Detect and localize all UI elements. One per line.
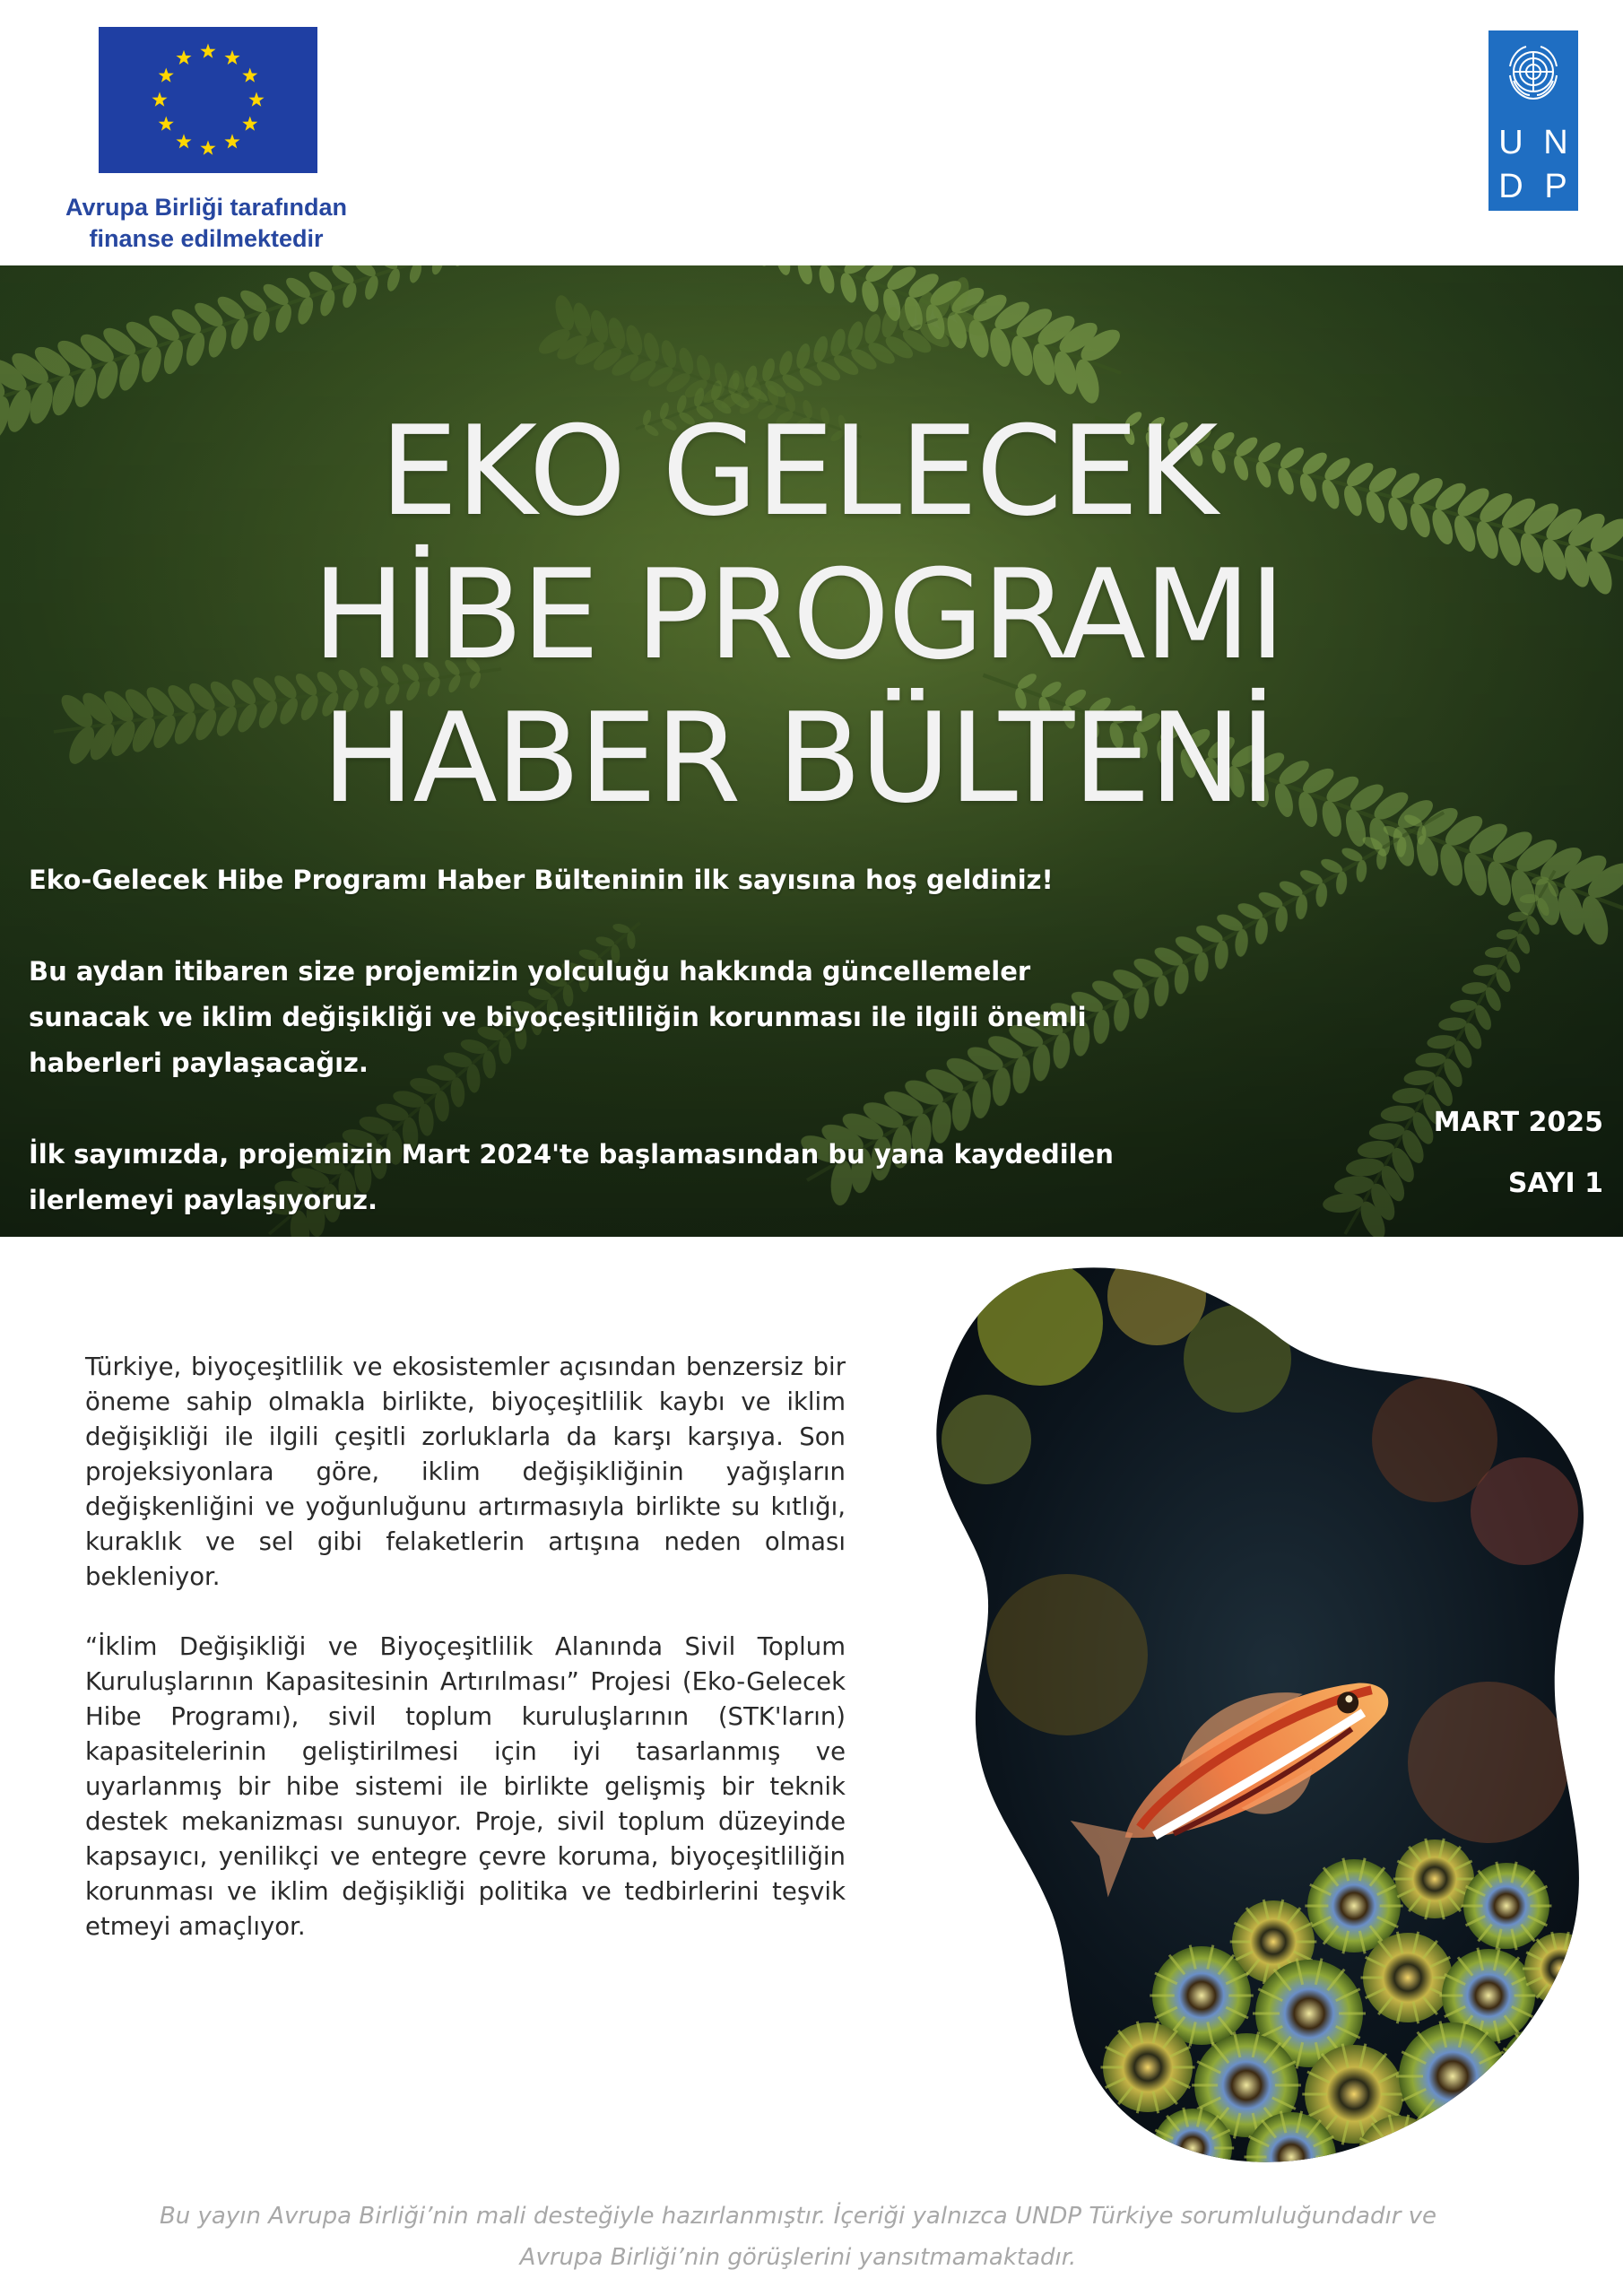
undp-letter-n: N [1543, 123, 1568, 161]
eu-disclaimer [108, 2196, 1488, 2278]
disclaimer-line-1: Bu yayın Avrupa Birliği’nin mali desteğiyle hazırlanmıştır. İçeriği yalnızca UNDP Türkiye sorumluluğundadır ve [159, 2203, 1437, 2230]
intro-text [29, 857, 1132, 1237]
body-paragraph-2: “İklim Değişikliği ve Biyoçeşitlilik Alanında Sivil Toplum Kuruluşlarının Kapasitesinin Artırılması” Projesi (Eko-Gelecek Hibe Programı), sivil toplum kuruluşlarının (STK'ların) kapasitelerinin geliştirilmesi için iyi tasarlanmış ve uyarlanmış bir hibe sistemi ile birlikte gelişmiş bir teknik destek mekanizması sunuyor. Proje, sivil toplum düzeyinde kapsayıcı, yenilikçi ve entegre çevre koruma, biyoçeşitliliğin korunması ve iklim değişikliği politika ve tedbirlerini teşvik etmeyi amaçlıyor. [85, 1632, 846, 1941]
eu-caption-line1: Avrupa Birliği tarafından [65, 194, 348, 221]
hero-banner [0, 265, 1623, 1237]
coral-reef-fish-photo [933, 1260, 1614, 2170]
title-line-2: HİBE PROGRAMI [312, 543, 1284, 687]
eu-flag-icon [99, 27, 317, 173]
un-emblem-icon [1501, 39, 1566, 104]
undp-letters [1488, 120, 1578, 208]
intro-welcome: Eko-Gelecek Hibe Programı Haber Bülteninin ilk sayısına hoş geldiniz! [29, 865, 1054, 895]
body-paragraph-1: Türkiye, biyoçeşitlilik ve ekosistemler açısından benzersiz bir öneme sahip olmakla birlikte, biyoçeşitlilik kaybı ve iklim değişikliği ile ilgili çeşitli zorluklarla da karşı karşıya. Son projeksiyonlara göre, iklim değişikliğinin yağışların değişkenliğini ve yoğunluğunu artırmasıyla birlikte su kıtlığı, kuraklık ve sel gibi felaketlerin artışına neden olması bekleniyor. [85, 1352, 846, 1591]
undp-letter-d: D [1498, 167, 1523, 205]
issue-number: SAYI 1 [1507, 1168, 1603, 1199]
article-body [85, 1350, 846, 1979]
eu-caption-line2: finanse edilmektedir [89, 225, 324, 252]
undp-letter-u: U [1498, 123, 1523, 161]
eu-funding-caption [45, 192, 368, 255]
undp-letter-p: P [1544, 167, 1567, 205]
eu-logo [45, 20, 368, 257]
issue-date: MART 2025 [1433, 1107, 1603, 1138]
newsletter-title [0, 400, 1596, 831]
title-line-1: EKO GELECEK [379, 399, 1217, 544]
undp-logo [1488, 30, 1578, 211]
intro-updates: Bu aydan itibaren size projemizin yolculuğu hakkında güncellemeler sunacak ve iklim değişikliği ve biyoçeşitliliğin korunması ile ilgili önemli haberleri paylaşacağız. [29, 956, 1087, 1078]
title-line-3: HABER BÜLTENİ [321, 686, 1275, 831]
disclaimer-line-2: Avrupa Birliği’nin görüşlerini yansıtmamaktadır. [519, 2244, 1077, 2271]
issue-info [1434, 1092, 1603, 1214]
intro-first-issue: İlk sayımızda, projemizin Mart 2024'te başlamasından bu yana kaydedilen ilerlemeyi paylaşıyoruz. [29, 1139, 1114, 1215]
